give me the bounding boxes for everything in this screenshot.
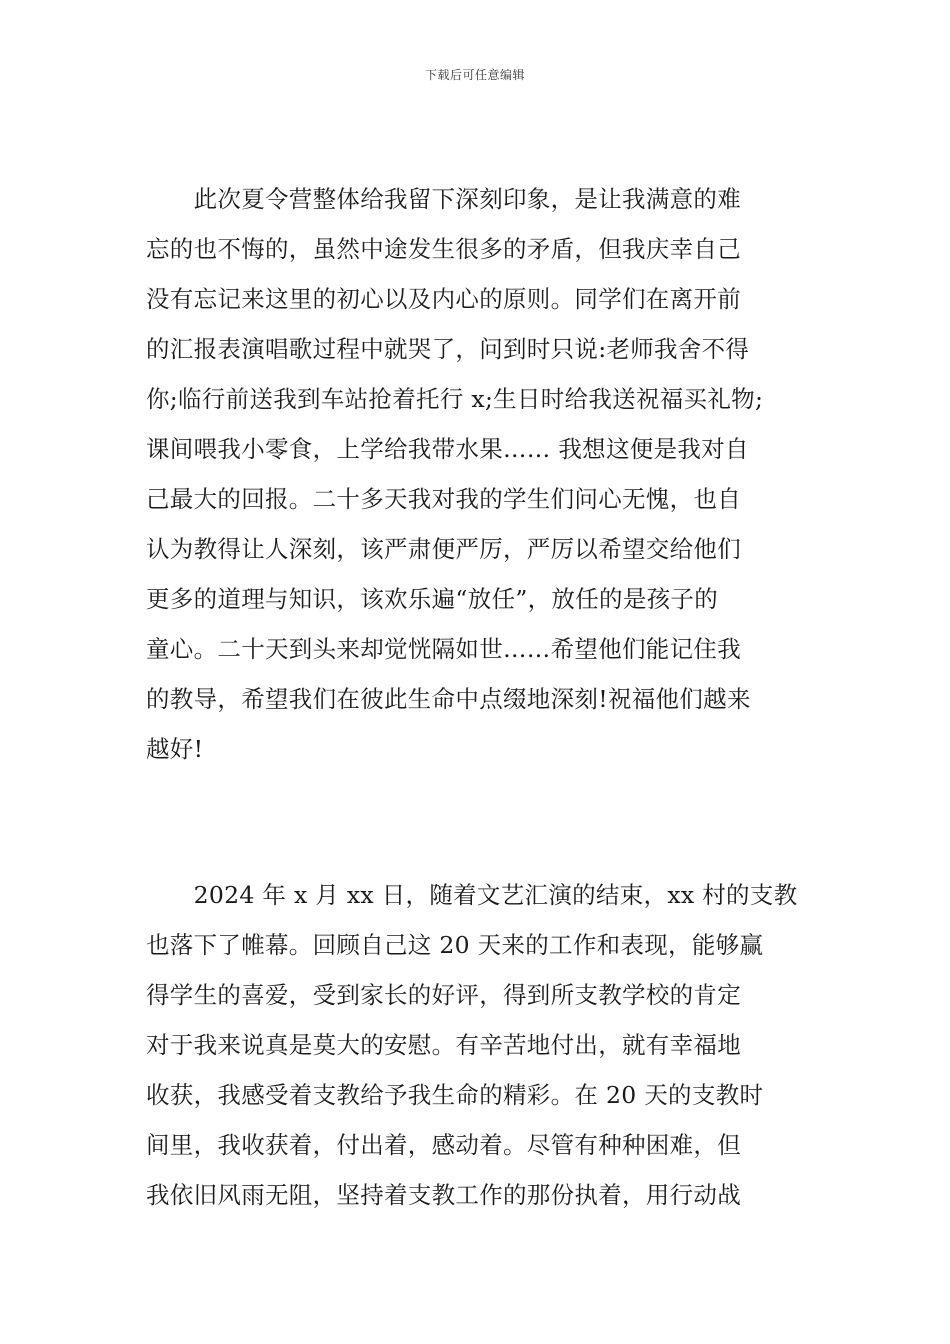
text-line: 的教导，希望我们在彼此生命中点缀地深刻!祝福他们越来 — [146, 685, 751, 713]
text-line: 越好! — [146, 735, 204, 763]
text-line: 的汇报表演唱歌过程中就哭了，问到时只说:老师我舍不得 — [146, 335, 750, 363]
text-line: 己最大的回报。二十多天我对我的学生们问心无愧，也自 — [146, 485, 741, 513]
text-line: 没有忘记来这里的初心以及内心的原则。同学们在离开前 — [146, 285, 741, 313]
text-line: 课间喂我小零食，上学给我带水果…… 我想这便是我对自 — [146, 435, 749, 463]
text-line: 你;临行前送我到车站抢着托行 x;生日时给我送祝福买礼物; — [146, 385, 764, 413]
text-line: 收获，我感受着支教给予我生命的精彩。在 20 天的支教时 — [146, 1081, 764, 1109]
text-line: 2024 年 x 月 xx 日，随着文艺汇演的结束，xx 村的支教 — [146, 881, 798, 909]
text-line: 童心。二十天到头来却觉恍隔如世……希望他们能记住我 — [146, 635, 741, 663]
text-line: 间里，我收获着，付出着，感动着。尽管有种种困难，但 — [146, 1131, 741, 1159]
text-line: 我依旧风雨无阻，坚持着支教工作的那份执着，用行动战 — [146, 1181, 741, 1209]
text-line: 更多的道理与知识，该欢乐遍“放任”，放任的是孩子的 — [146, 585, 719, 613]
text-line: 对于我来说真是莫大的安慰。有辛苦地付出，就有幸福地 — [146, 1031, 741, 1059]
text-line: 忘的也不悔的，虽然中途发生很多的矛盾，但我庆幸自己 — [146, 235, 741, 263]
text-line: 也落下了帷幕。回顾自己这 20 天来的工作和表现，能够赢 — [146, 931, 764, 959]
text-line: 得学生的喜爱，受到家长的好评，得到所支教学校的肯定 — [146, 981, 741, 1009]
paragraph-teaching-summary — [146, 870, 826, 1220]
text-line: 此次夏令营整体给我留下深刻印象，是让我满意的难 — [146, 185, 741, 213]
paragraph-summer-camp — [146, 174, 826, 774]
header-note: 下载后可任意编辑 — [424, 68, 525, 82]
text-line: 认为教得让人深刻，该严肃便严厉，严厉以希望交给他们 — [146, 535, 741, 563]
